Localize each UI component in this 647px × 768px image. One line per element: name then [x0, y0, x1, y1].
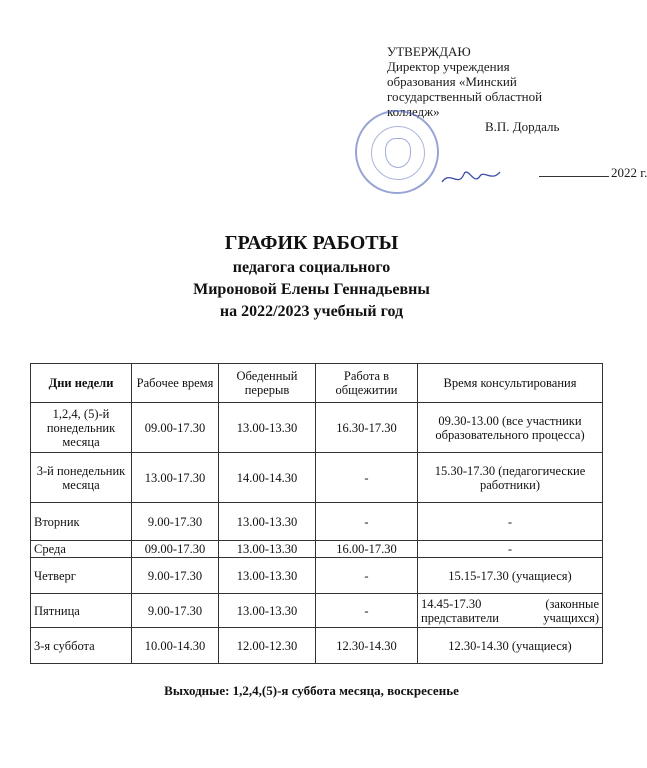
- cell-consult: 14.45-17.30 (законные представители учащихся): [418, 594, 603, 628]
- approval-signatory: В.П. Дордаль: [485, 119, 560, 134]
- cell-dorm: -: [316, 453, 418, 503]
- table-row: [31, 541, 603, 558]
- page-title: ГРАФИК РАБОТЫ: [224, 232, 399, 254]
- signature-icon: [440, 160, 510, 190]
- approval-line-4: колледж»: [387, 104, 440, 119]
- cell-day: Пятница: [31, 594, 132, 628]
- cell-day: 3-я суббота: [31, 628, 132, 664]
- cell-consult: -: [418, 503, 603, 541]
- days-off-note: Выходные: 1,2,4,(5)-я суббота месяца, воскресенье: [164, 683, 459, 698]
- cell-dorm: 16.30-17.30: [316, 403, 418, 453]
- table-row: [31, 558, 603, 594]
- table-row: [31, 403, 603, 453]
- cell-work: 9.00-17.30: [132, 594, 219, 628]
- approval-line-2: образования «Минский: [387, 74, 517, 89]
- subtitle-year: на 2022/2023 учебный год: [219, 303, 404, 320]
- cell-work: 9.00-17.30: [132, 503, 219, 541]
- cell-lunch: 13.00-13.30: [219, 558, 316, 594]
- cell-consult: 15.30-17.30 (педагогические работники): [418, 453, 603, 503]
- cell-consult: 09.30-13.00 (все участники образовательного процесса): [418, 403, 603, 453]
- approval-year: 2022 г.: [611, 165, 647, 180]
- schedule-table: [30, 363, 603, 664]
- cell-consult: 12.30-14.30 (учащиеся): [418, 628, 603, 664]
- cell-lunch: 14.00-14.30: [219, 453, 316, 503]
- cell-dorm: -: [316, 558, 418, 594]
- cell-lunch: 13.00-13.30: [219, 503, 316, 541]
- cell-day: 3-й понедельник месяца: [31, 453, 132, 503]
- cell-work: 09.00-17.30: [132, 541, 219, 558]
- cell-day: Среда: [31, 541, 132, 558]
- cell-work: 10.00-14.30: [132, 628, 219, 664]
- header-days: Дни недели: [31, 364, 132, 403]
- approval-line-3: государственный областной: [387, 89, 543, 104]
- header-dormitory: Работа в общежитии: [316, 364, 418, 403]
- approval-heading: УТВЕРЖДАЮ: [387, 44, 471, 59]
- cell-lunch: 13.00-13.30: [219, 541, 316, 558]
- cell-day: Четверг: [31, 558, 132, 594]
- table-row: [31, 503, 603, 541]
- table-row: [31, 628, 603, 664]
- cell-lunch: 13.00-13.30: [219, 594, 316, 628]
- cell-dorm: 16.00-17.30: [316, 541, 418, 558]
- cell-lunch: 13.00-13.30: [219, 403, 316, 453]
- cell-day: 1,2,4, (5)-й понедельник месяца: [31, 403, 132, 453]
- cell-consult: 15.15-17.30 (учащиеся): [418, 558, 603, 594]
- table-row: [31, 453, 603, 503]
- subtitle-name: Мироновой Елены Геннадьевны: [193, 281, 430, 298]
- cell-dorm: -: [316, 503, 418, 541]
- table-header-row: [31, 364, 603, 403]
- cell-dorm: 12.30-14.30: [316, 628, 418, 664]
- cell-work: 09.00-17.30: [132, 403, 219, 453]
- cell-consult: -: [418, 541, 603, 558]
- header-consultation: Время консультирования: [418, 364, 603, 403]
- cell-lunch: 12.00-12.30: [219, 628, 316, 664]
- header-lunch: Обеденный перерыв: [219, 364, 316, 403]
- cell-work: 9.00-17.30: [132, 558, 219, 594]
- approval-date: [539, 165, 647, 180]
- approval-line-1: Директор учреждения: [387, 59, 510, 74]
- seal-stamp-icon: [355, 110, 439, 194]
- table-row: [31, 594, 603, 628]
- header-work-time: Рабочее время: [132, 364, 219, 403]
- cell-dorm: -: [316, 594, 418, 628]
- subtitle-position: педагога социального: [232, 259, 391, 276]
- cell-work: 13.00-17.30: [132, 453, 219, 503]
- cell-day: Вторник: [31, 503, 132, 541]
